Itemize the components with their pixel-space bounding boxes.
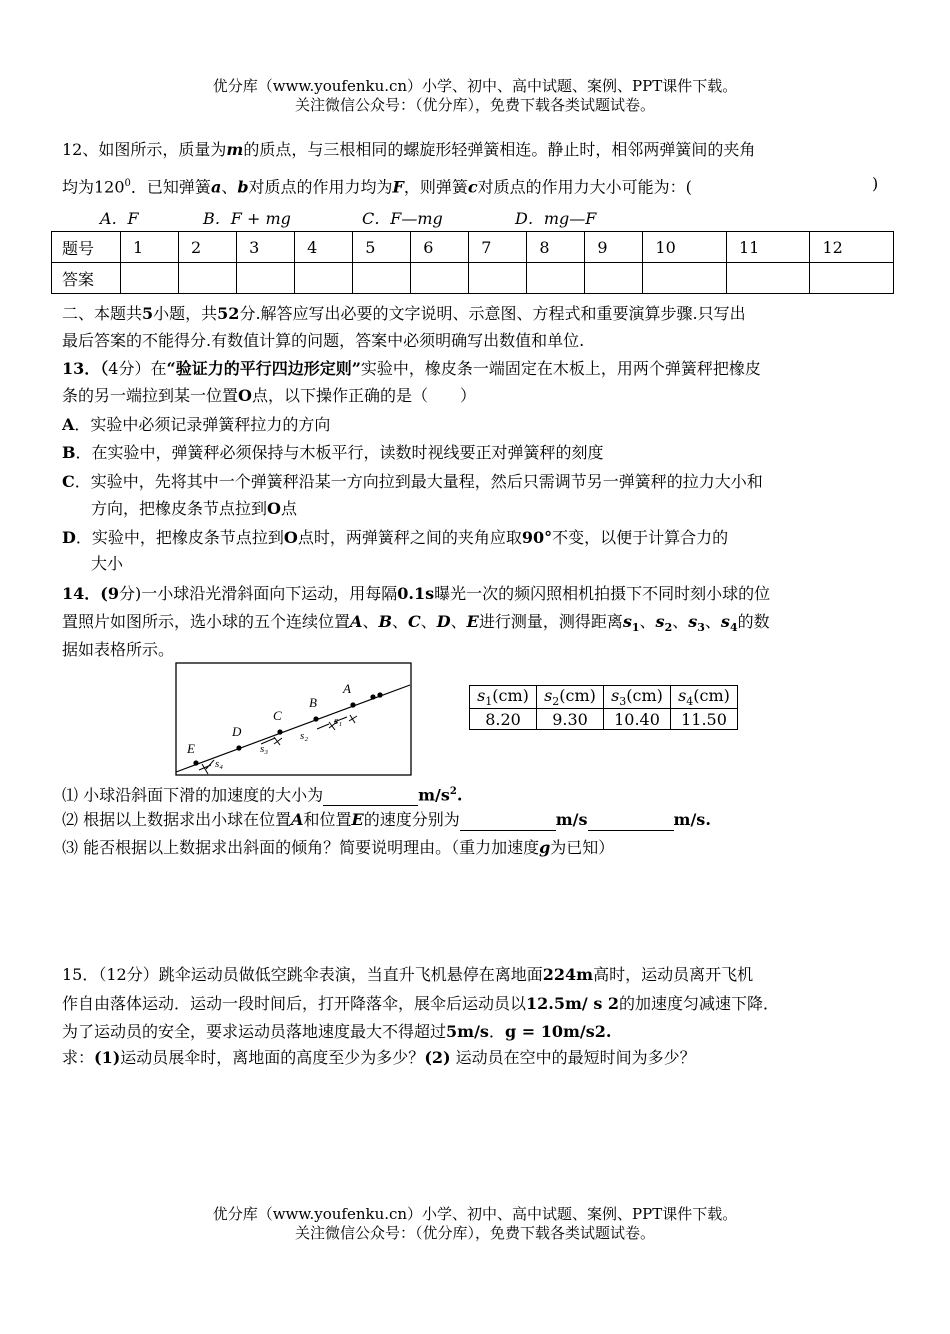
q14-sub-1 xyxy=(62,781,462,806)
label-e: E xyxy=(187,741,195,756)
q13-text: 实验中，橡皮条一端固定在木板上，用两个弹簧秤把橡皮 xyxy=(360,359,761,378)
page-footer xyxy=(0,1205,950,1243)
header-line-2: 关注微信公众号：（优分库），免费下载各类试题试卷。 xyxy=(294,96,655,114)
unit-text: m/s xyxy=(555,810,588,829)
q14-line-2 xyxy=(62,611,770,639)
q13-experiment-name: “验证力的平行四边形定则” xyxy=(166,359,361,378)
q12-option-d: D．mg—F xyxy=(515,209,597,228)
sub-q-text: 的速度分别为 xyxy=(363,810,460,829)
q15-text: 的加速度匀减速下降． xyxy=(619,994,780,1013)
q14-text: 的数 xyxy=(737,612,770,631)
height-value: 224m xyxy=(542,965,594,984)
sub-q-text: ⑴ 小球沿斜面下滑的加速度的大小为 xyxy=(62,785,324,805)
label-d: D xyxy=(232,724,242,739)
total-points: 52 xyxy=(217,304,240,323)
ball-d xyxy=(236,745,241,750)
ball-c xyxy=(277,729,282,734)
s-subscript: 2 xyxy=(552,695,560,709)
q14-text: 置照片如图所示，选小球的五个连续位置 xyxy=(62,612,351,631)
question-number-cell: 3 xyxy=(237,232,295,263)
q14-line-1 xyxy=(62,583,770,605)
q13-option-b xyxy=(62,442,604,464)
s-symbol: s xyxy=(611,686,620,705)
q13-text: 条的另一端拉到某一位置 xyxy=(62,386,239,405)
answer-blank-velocity-a[interactable] xyxy=(460,813,556,831)
question-number-cell: 2 xyxy=(179,232,237,263)
q15-text: 为了运动员的安全，要求运动员落地速度最大不得超过 xyxy=(62,1022,447,1041)
value-s4: 11.50 xyxy=(671,709,738,730)
separator: 、 xyxy=(221,177,238,197)
value-s1: 8.20 xyxy=(470,709,537,730)
degree-mark: 0 xyxy=(124,178,131,189)
s-subscript: 4 xyxy=(686,695,694,709)
option-text: 点 xyxy=(280,499,297,518)
s-subscript: 1 xyxy=(631,621,640,635)
s-symbol: s xyxy=(688,612,698,631)
answer-cell[interactable] xyxy=(295,263,353,294)
page-header xyxy=(0,77,950,115)
s-symbol: s xyxy=(655,612,665,631)
unit-text: m/s xyxy=(418,785,450,805)
force-symbol: F xyxy=(392,177,404,197)
q14-text: 分)一小球沿光滑斜面向下运动，用每隔 xyxy=(118,584,398,603)
s-symbol: s xyxy=(678,686,687,705)
question-number-cell: 10 xyxy=(643,232,727,263)
separator: 、 xyxy=(450,612,467,631)
table-row xyxy=(470,709,738,730)
gravity-symbol: g xyxy=(539,838,551,857)
deceleration-value: 12.5m/ s 2 xyxy=(526,994,620,1013)
label-b: B xyxy=(309,695,317,710)
table-row-answers xyxy=(52,263,894,294)
header-s4 xyxy=(671,686,738,709)
ball-e xyxy=(193,760,198,765)
section2-text: 小题，共 xyxy=(153,304,218,323)
num-questions: 5 xyxy=(142,304,154,323)
spring-c-symbol: c xyxy=(467,177,478,197)
time-interval: 0.1s xyxy=(397,584,435,603)
pos-a: A xyxy=(350,612,363,631)
option-text: ．实验中，把橡皮条节点拉到 xyxy=(75,528,284,547)
q12-text: 对质点的作用力均为 xyxy=(248,177,393,197)
option-label: B xyxy=(62,443,76,462)
q15-text: 15．（12分）跳伞运动员做低空跳伞表演，当直升飞机悬停在离地面 xyxy=(62,965,543,984)
q12-option-a: A．F xyxy=(100,209,139,228)
q14-sub-3 xyxy=(62,837,614,859)
q13-option-c-cont xyxy=(91,498,297,520)
q13-line-2 xyxy=(62,385,476,407)
ball-extra-2 xyxy=(377,692,382,697)
s-symbol: s xyxy=(622,612,632,631)
gravity-value: g = 10m/s2. xyxy=(504,1022,612,1041)
s-symbol: s xyxy=(720,612,730,631)
q15-text: ． xyxy=(488,1022,505,1041)
sub-q-text: ⑶ 能否根据以上数据求出斜面的倾角？简要说明理由。（重力加速度 xyxy=(62,838,540,857)
q15-text: 运动员展伞时，离地面的高度至少为多少？ xyxy=(120,1048,425,1067)
row-label-answer: 答案 xyxy=(52,263,121,294)
label-s4: s₄ xyxy=(215,758,224,770)
header-line-1: 优分库（www.youfenku.cn）小学、初中、高中试题、案例、PPT课件下载。 xyxy=(212,77,738,95)
header-s2 xyxy=(537,686,604,709)
q14-text: 进行测量，测得距离 xyxy=(478,612,623,631)
q12-paren-close: ) xyxy=(872,174,879,193)
pos-e: E xyxy=(351,810,364,829)
incline-figure xyxy=(170,660,416,780)
label-s2: s₂ xyxy=(300,730,309,742)
label-c: C xyxy=(273,708,282,723)
q12-text: 均为120 xyxy=(62,177,125,197)
value-s2: 9.30 xyxy=(537,709,604,730)
separator: 、 xyxy=(362,612,379,631)
q15-text: 求： xyxy=(62,1048,95,1067)
pos-a: A xyxy=(291,810,304,829)
label-s3: s₃ xyxy=(260,743,269,755)
answer-cell[interactable] xyxy=(237,263,295,294)
q15-line-4 xyxy=(62,1047,696,1069)
q12-line-1 xyxy=(62,139,755,161)
table-row-numbers xyxy=(52,232,894,263)
q13-option-d-cont: 大小 xyxy=(91,554,124,573)
question-number-cell: 1 xyxy=(121,232,179,263)
q12-option-b: B．F + mg xyxy=(203,209,291,228)
pos-b: B xyxy=(378,612,392,631)
value-s3: 10.40 xyxy=(604,709,671,730)
q12-text: ，则弹簧 xyxy=(403,177,468,197)
label-a: A xyxy=(343,681,351,696)
sub-q-text: ⑵ 根据以上数据求出小球在位置 xyxy=(62,810,292,829)
spring-a-symbol: a xyxy=(210,177,222,197)
q14-points: (9 xyxy=(100,584,119,603)
q15-text: 高时，运动员离开飞机 xyxy=(593,965,754,984)
s-symbol: s xyxy=(477,686,486,705)
separator: 、 xyxy=(420,612,437,631)
option-label: D xyxy=(62,528,76,547)
unit-text: (cm) xyxy=(693,686,730,705)
s-symbol: s xyxy=(544,686,553,705)
answer-cell[interactable] xyxy=(469,263,527,294)
answer-cell[interactable] xyxy=(585,263,643,294)
figure-frame xyxy=(176,663,411,775)
unit-text: (cm) xyxy=(492,686,529,705)
q14-number: 14． xyxy=(62,584,101,603)
option-text: ．实验中，先将其中一个弹簧秤沿某一方向拉到最大量程，然后只需调节另一弹簧秤的拉力大小和 xyxy=(74,472,763,491)
angle-value: 90° xyxy=(521,528,553,547)
table-row xyxy=(470,686,738,709)
section2-line-1 xyxy=(62,303,746,325)
q15-text: 作自由落体运动．运动一段时间后，打开降落伞，展伞后运动员以 xyxy=(62,994,527,1013)
superscript: 2 xyxy=(449,786,457,797)
separator: 、 xyxy=(639,612,656,631)
ball-b xyxy=(313,716,318,721)
answer-cell[interactable] xyxy=(527,263,585,294)
answer-cell[interactable] xyxy=(353,263,411,294)
spring-b-symbol: b xyxy=(237,177,249,197)
s-subscript: 1 xyxy=(485,695,493,709)
q14-text: 曝光一次的频闪照相机拍摄下不同时刻小球的位 xyxy=(434,584,771,603)
ball-extra-1 xyxy=(370,694,375,699)
section2-text: 分.解答应写出必要的文字说明、示意图、方程式和重要演算步骤.只写出 xyxy=(239,304,746,323)
mass-symbol: m xyxy=(226,140,244,159)
answer-cell[interactable] xyxy=(411,263,469,294)
q14-line-3: 据如表格所示。 xyxy=(62,640,175,659)
answer-cell[interactable] xyxy=(726,263,810,294)
option-text: 方向，把橡皮条节点拉到 xyxy=(91,499,268,518)
unit-text: (cm) xyxy=(559,686,596,705)
label-s1: s₁ xyxy=(334,715,343,727)
answer-table xyxy=(51,231,894,294)
question-number-cell: 8 xyxy=(527,232,585,263)
unit-text: (cm) xyxy=(626,686,663,705)
question-number-cell: 7 xyxy=(469,232,527,263)
section2-line-2: 最后答案的不能得分.有数值计算的问题，答案中必须明确写出数值和单位. xyxy=(62,331,585,350)
q13-option-d xyxy=(62,527,728,549)
answer-cell[interactable] xyxy=(643,263,727,294)
header-s3 xyxy=(604,686,671,709)
q15-text: 运动员在空中的最短时间为多少？ xyxy=(450,1048,696,1067)
period: . xyxy=(456,785,463,805)
option-label: A xyxy=(62,415,75,434)
s-subscript: 4 xyxy=(729,621,738,635)
pos-c: C xyxy=(408,612,421,631)
question-number-cell: 6 xyxy=(411,232,469,263)
answer-cell[interactable] xyxy=(810,263,894,294)
option-text: ．在实验中，弹簧秤必须保持与木板平行，读数时视线要正对弹簧秤的刻度 xyxy=(75,443,604,462)
point-o: O xyxy=(283,528,298,547)
q13-option-a xyxy=(62,414,330,436)
part-2-label: (2) xyxy=(424,1048,451,1067)
footer-line-2: 关注微信公众号：（优分库），免费下载各类试题试卷。 xyxy=(294,1224,655,1242)
pos-e: E xyxy=(466,612,479,631)
option-text: 点时，两弹簧秤之间的夹角应取 xyxy=(297,528,522,547)
separator: 、 xyxy=(704,612,721,631)
point-o: O xyxy=(238,386,252,405)
option-label: C xyxy=(62,472,75,491)
q13-points: 4 xyxy=(108,359,119,378)
section2-text: 二、本题共 xyxy=(62,304,143,323)
answer-blank-velocity-e[interactable] xyxy=(588,813,674,831)
question-number-cell: 9 xyxy=(585,232,643,263)
option-text: 不变，以便于计算合力的 xyxy=(552,528,729,547)
ball-a xyxy=(350,702,355,707)
q12-option-c: C．F—mg xyxy=(362,209,443,228)
q12-text: ．已知弹簧 xyxy=(130,177,211,197)
answer-cell[interactable] xyxy=(121,263,179,294)
footer-line-1: 优分库（www.youfenku.cn）小学、初中、高中试题、案例、PPT课件下载。 xyxy=(212,1205,738,1223)
q13-text: 点，以下操作正确的是（ ） xyxy=(251,386,476,405)
separator: 、 xyxy=(672,612,689,631)
point-o: O xyxy=(267,499,281,518)
q12-text: 12、如图所示，质量为 xyxy=(62,140,227,159)
q15-line-3 xyxy=(62,1021,611,1043)
answer-blank-acceleration[interactable] xyxy=(323,788,418,806)
option-text: ．实验中必须记录弹簧秤拉力的方向 xyxy=(74,415,331,434)
q14-sub-2 xyxy=(62,809,711,831)
question-number-cell: 4 xyxy=(295,232,353,263)
q12-text: 的质点，与三根相同的螺旋形轻弹簧相连。静止时，相邻两弹簧间的夹角 xyxy=(243,140,756,159)
s-subscript: 3 xyxy=(619,695,627,709)
unit-text: m/s. xyxy=(673,810,711,829)
header-s1 xyxy=(470,686,537,709)
s-subscript: 3 xyxy=(697,621,705,635)
pos-d: D xyxy=(436,612,451,631)
q13-option-c xyxy=(62,471,763,493)
question-number-cell: 11 xyxy=(726,232,810,263)
question-number-cell: 5 xyxy=(353,232,411,263)
sub-q-text: 为已知） xyxy=(550,838,615,857)
max-speed-value: 5m/s xyxy=(446,1022,489,1041)
q15-line-1 xyxy=(62,964,753,986)
q15-line-2 xyxy=(62,993,779,1015)
question-number-cell: 12 xyxy=(810,232,894,263)
sub-q-text: 和位置 xyxy=(303,810,352,829)
q13-line-1 xyxy=(62,358,761,380)
q13-text: 分）在 xyxy=(118,359,167,378)
row-label-number: 题号 xyxy=(52,232,121,263)
q12-text: 对质点的作用力大小可能为：( xyxy=(477,177,692,197)
q13-number: 13．（ xyxy=(62,359,109,378)
separator: 、 xyxy=(391,612,408,631)
part-1-label: (1) xyxy=(94,1048,121,1067)
answer-cell[interactable] xyxy=(179,263,237,294)
s-subscript: 2 xyxy=(664,621,673,635)
measurement-table xyxy=(469,685,738,730)
q12-line-2 xyxy=(62,173,692,198)
